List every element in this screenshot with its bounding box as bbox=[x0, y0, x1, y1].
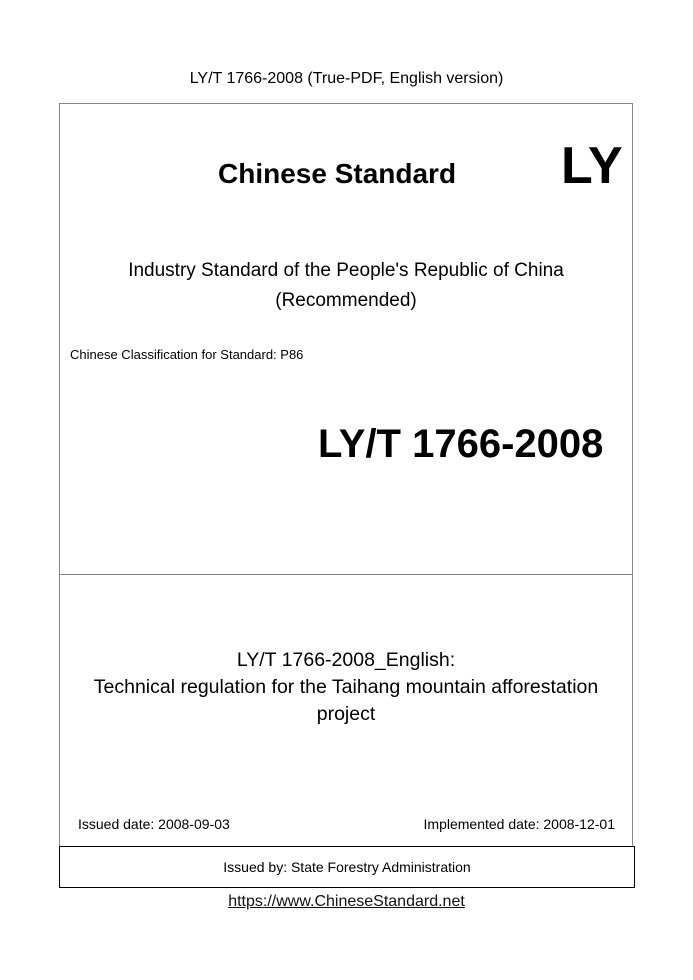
document-title-line-1: LY/T 1766-2008_English: bbox=[236, 649, 456, 671]
industry-line-2: (Recommended) bbox=[275, 290, 417, 311]
document-header: LY/T 1766-2008 (True-PDF, English version) bbox=[189, 70, 504, 87]
issuer-label: Issued by: State Forestry Administration bbox=[223, 859, 471, 875]
standard-type-mark: LY bbox=[561, 137, 623, 195]
classification-label: Chinese Classification for Standard: P86 bbox=[70, 347, 304, 362]
implemented-date: Implemented date: 2008-12-01 bbox=[423, 816, 615, 832]
standard-number: LY/T 1766-2008 bbox=[318, 422, 604, 466]
document-title bbox=[59, 647, 633, 728]
industry-line-1: Industry Standard of the People's Republic of China bbox=[128, 260, 564, 281]
document-title-line-2: Technical regulation for the Taihang mountain afforestation bbox=[93, 676, 599, 698]
document-title-line-3: project bbox=[316, 703, 376, 725]
industry-statement bbox=[59, 256, 633, 316]
issued-date: Issued date: 2008-09-03 bbox=[78, 816, 230, 832]
cover-title: Chinese Standard bbox=[218, 158, 457, 189]
website-link[interactable]: https://www.ChineseStandard.net bbox=[228, 893, 465, 910]
issuer-box bbox=[59, 846, 635, 888]
